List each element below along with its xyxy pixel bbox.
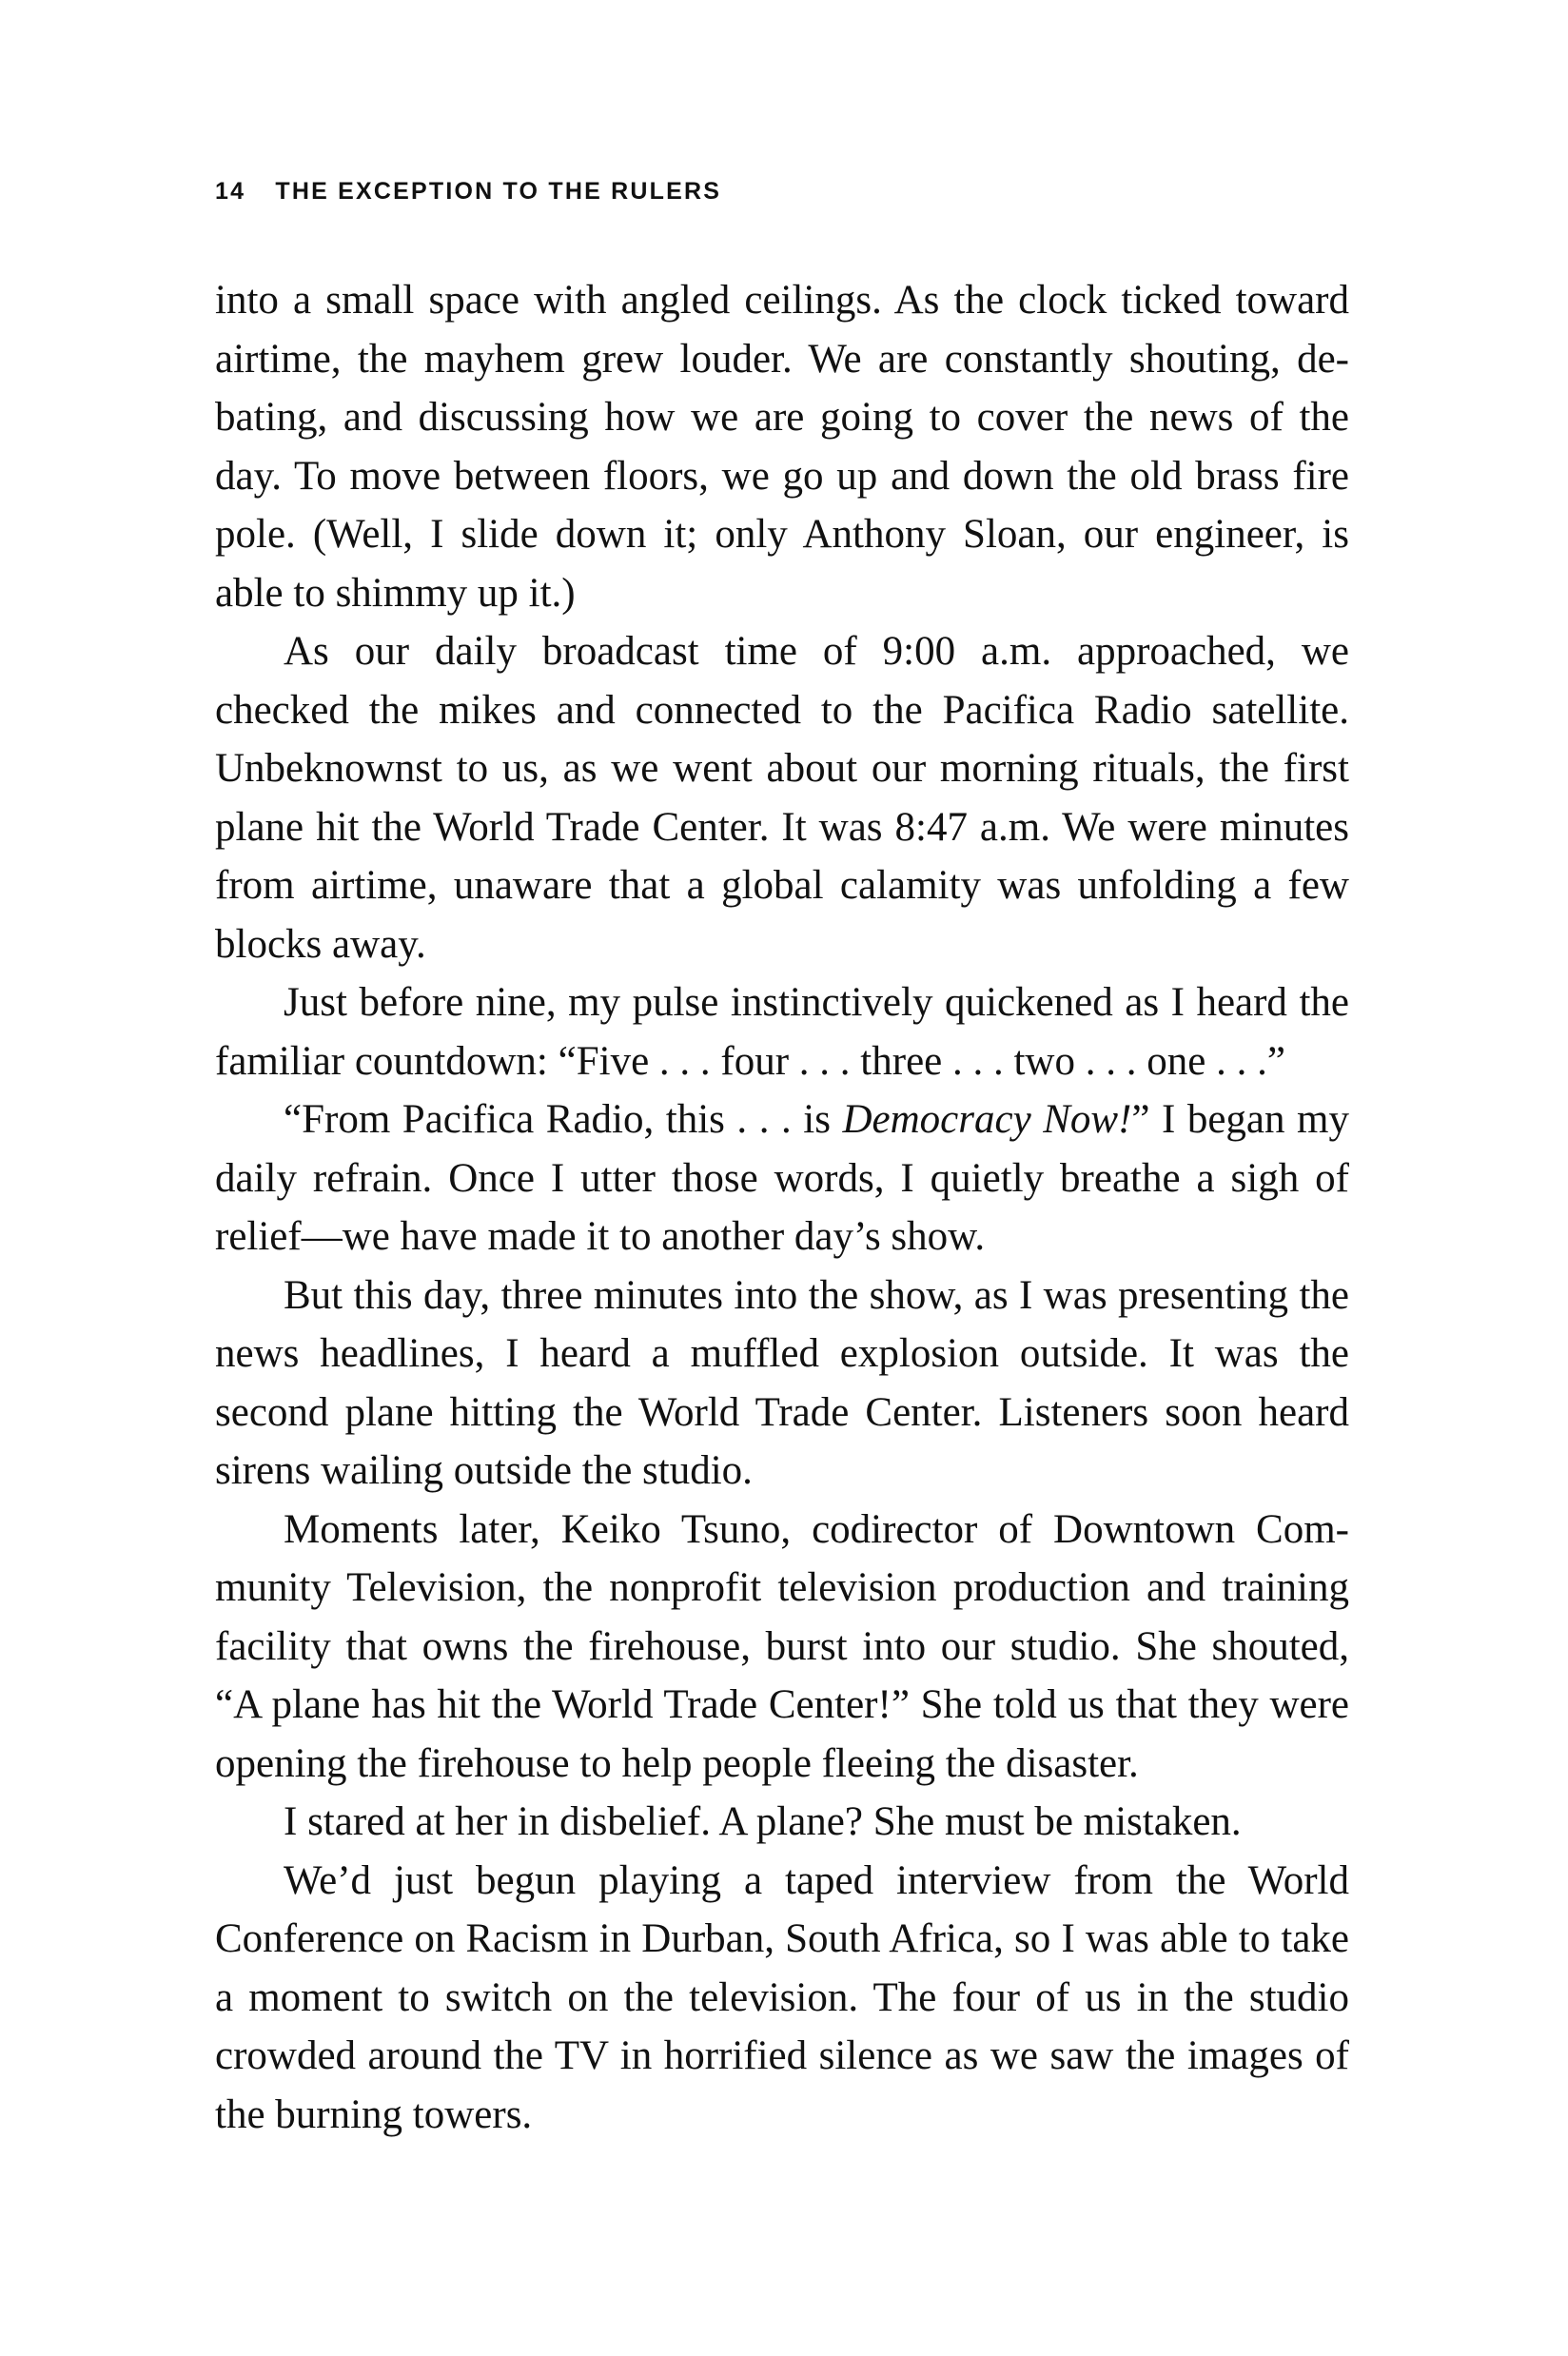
- refrain-text-after: ” I began my daily refrain. Once I utter those words, I quietly breathe a sigh of relief—we have made it to another day’s show.: [215, 1097, 1349, 1259]
- page-number: 14: [215, 178, 246, 205]
- show-title: Democracy Now!: [842, 1097, 1132, 1142]
- paragraph-continued: into a small space with angled ceilings. As the clock ticked toward airtime, the mayhem grew louder. We are constantly shouting, debating, and discussing how we are going to cover the news of the day. To move between floors, we go up and down the old brass fire pole. (Well, I slide down it; only Anthony Sloan, our engineer, is able to shimmy up it.): [215, 278, 1349, 616]
- running-head: [215, 177, 721, 206]
- paragraph-broadcast-time: As our daily broadcast time of 9:00 a.m. approached, we checked the mikes and connected to the Pacifica Radio satellite. Unbeknownst to us, as we went about our morning rituals, the first plane hit the World Trade Center. It was 8:47 a.m. We were minutes from airtime, unaware that a global calamity was unfolding a few blocks away.: [215, 629, 1349, 967]
- running-title: THE EXCEPTION TO THE RULERS: [275, 178, 722, 205]
- paragraph-refrain: [215, 1090, 1349, 1266]
- paragraph-disbelief: I stared at her in disbelief. A plane? She must be mistaken.: [284, 1799, 1242, 1844]
- paragraph-countdown: Just before nine, my pulse instinctively quickened as I heard the familiar countdown: “Five . . . four . . . three . . . two . . . one . . .”: [215, 980, 1349, 1084]
- paragraph-television: We’d just begun playing a taped interview from the World Conference on Racism in Durban, South Africa, so I was able to take a moment to switch on the television. The four of us in the studio crowded around the TV in horrified silence as we saw the images of the burning towers.: [215, 1857, 1349, 2137]
- body-text: [215, 271, 1349, 2144]
- paragraph-keiko-tsuno: Moments later, Keiko Tsuno, codirector of Downtown Community Television, the nonprofit television production and training facility that owns the firehouse, burst into our studio. She shouted, “A plane has hit the World Trade Center!” She told us that they were opening the firehouse to help people fleeing the disaster.: [215, 1506, 1349, 1786]
- paragraph-explosion: But this day, three minutes into the show, as I was presenting the news headlines, I heard a muffled explosion outside. It was the second plane hitting the World Trade Center. Listeners soon heard sirens wailing outside the studio.: [215, 1272, 1349, 1493]
- refrain-text-before: “From Pacifica Radio, this . . . is: [284, 1097, 843, 1142]
